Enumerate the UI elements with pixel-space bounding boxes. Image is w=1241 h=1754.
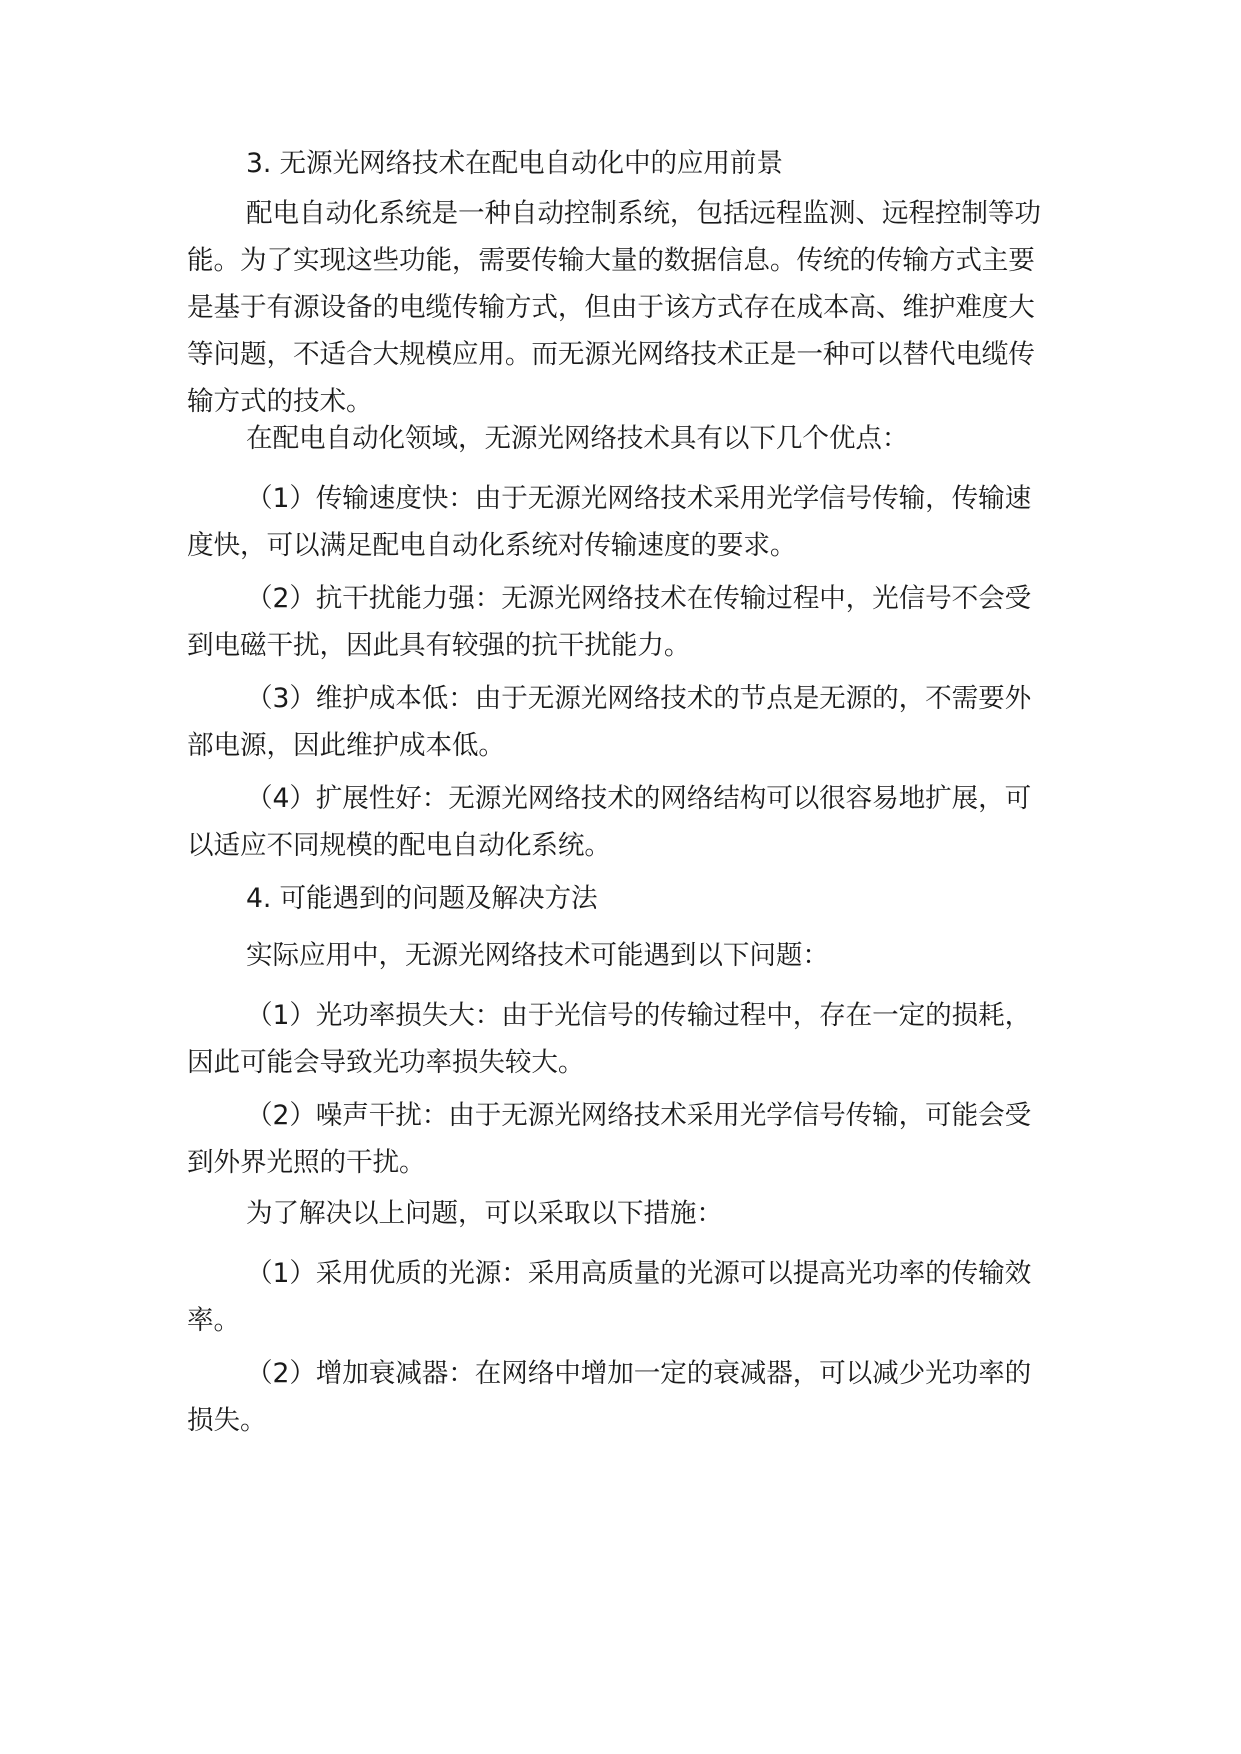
problem-item-2: （2）噪声干扰：由于无源光网络技术采用光学信号传输，可能会受到外界光照的干扰。 (187, 1100, 1032, 1178)
advantage-item-1: （1）传输速度快：由于无源光网络技术采用光学信号传输，传输速度快，可以满足配电自动化系统对传输速度的要求。 (187, 483, 1032, 561)
problem-item-1: （1）光功率损失大：由于光信号的传输过程中，存在一定的损耗，因此可能会导致光功率损失较大。 (187, 1000, 1032, 1078)
advantages-lead-paragraph: 在配电自动化领域，无源光网络技术具有以下几个优点： (246, 423, 909, 454)
section-heading-3: 3. 无源光网络技术在配电自动化中的应用前景 (246, 148, 783, 179)
advantage-item-2: （2）抗干扰能力强：无源光网络技术在传输过程中，光信号不会受到电磁干扰，因此具有较强的抗干扰能力。 (187, 583, 1032, 661)
advantage-item-4: （4）扩展性好：无源光网络技术的网络结构可以很容易地扩展，可以适应不同规模的配电自动化系统。 (187, 783, 1032, 861)
solution-item-1: （1）采用优质的光源：采用高质量的光源可以提高光功率的传输效率。 (187, 1258, 1032, 1336)
intro-paragraph: 配电自动化系统是一种自动控制系统，包括远程监测、远程控制等功能。为了实现这些功能，需要传输大量的数据信息。传统的传输方式主要是基于有源设备的电缆传输方式，但由于该方式存在成本高、维护难度大等问题，不适合大规模应用。而无源光网络技术正是一种可以替代电缆传输方式的技术。 (187, 198, 1041, 417)
solution-item-2: （2）增加衰减器：在网络中增加一定的衰减器，可以减少光功率的损失。 (187, 1358, 1032, 1436)
problems-lead-paragraph: 实际应用中，无源光网络技术可能遇到以下问题： (246, 940, 829, 971)
solutions-lead-paragraph: 为了解决以上问题，可以采取以下措施： (246, 1198, 723, 1229)
section-heading-4: 4. 可能遇到的问题及解决方法 (246, 883, 598, 914)
advantage-item-3: （3）维护成本低：由于无源光网络技术的节点是无源的，不需要外部电源，因此维护成本低。 (187, 683, 1032, 761)
